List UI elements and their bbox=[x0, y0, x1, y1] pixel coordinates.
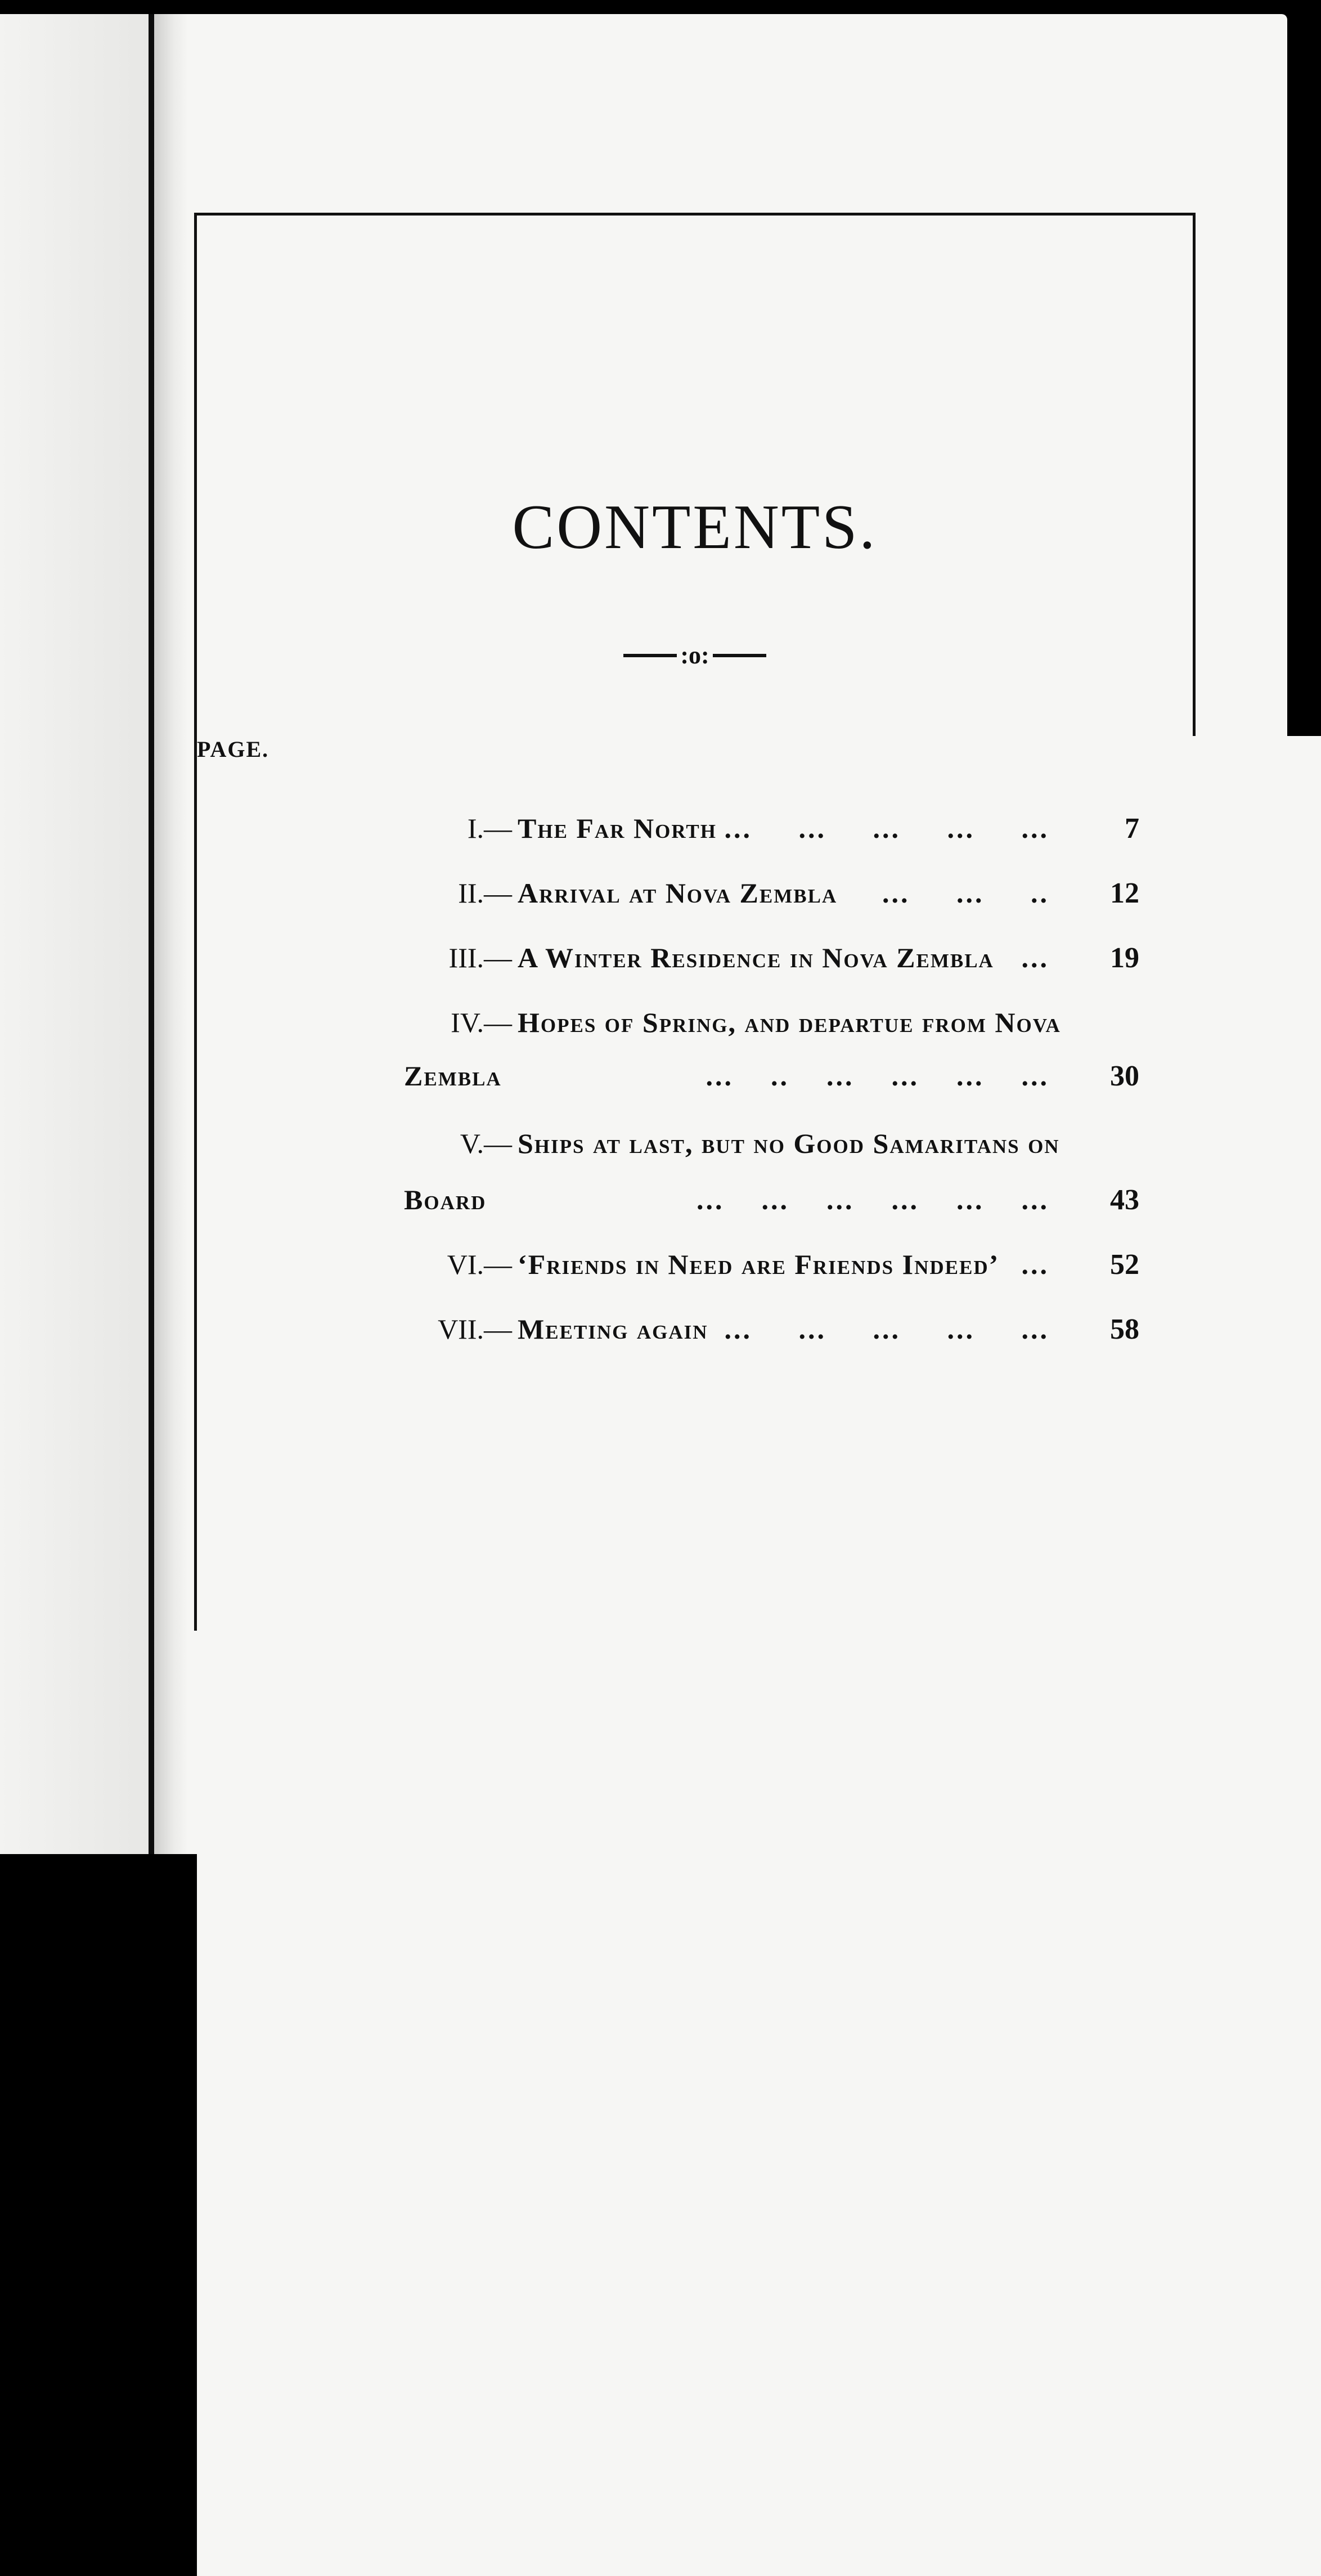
chapter-title: ‘Friends in Need are Friends Indeed’ bbox=[518, 1249, 1000, 1280]
leader-dots: ... ... ... ... ... bbox=[724, 813, 1049, 844]
gutter-shadow bbox=[0, 14, 149, 1854]
divider-mark: :o: bbox=[680, 641, 709, 670]
chapter-title-continued: Zembla bbox=[404, 1060, 502, 1092]
ornamental-divider bbox=[197, 639, 1193, 670]
page-column-header: PAGE. bbox=[197, 736, 1321, 2576]
chapter-title: A Winter Residence in Nova Zembla bbox=[518, 942, 994, 973]
spine-line bbox=[149, 14, 154, 1854]
chapter-numeral: VI.— bbox=[447, 1249, 512, 1280]
chapter-numeral: V.— bbox=[460, 1128, 512, 1159]
leader-dots: ... bbox=[1021, 1249, 1049, 1280]
page-number: 7 bbox=[1125, 813, 1139, 845]
chapter-numeral: I.— bbox=[467, 813, 512, 844]
leader-dots: ... ... ... ... ... bbox=[724, 1313, 1049, 1345]
toc-entry-1 bbox=[197, 812, 1193, 851]
page-number: 52 bbox=[1110, 1249, 1139, 1281]
chapter-numeral: VII.— bbox=[438, 1313, 512, 1345]
toc-entry-3 bbox=[197, 941, 1193, 981]
chapter-title: Arrival at Nova Zembla bbox=[518, 877, 838, 909]
toc-entry-6 bbox=[197, 1248, 1193, 1287]
chapter-numeral: IV.— bbox=[451, 1007, 512, 1038]
page-number: 30 bbox=[1110, 1060, 1139, 1092]
toc-entry-5-continued bbox=[197, 1183, 1193, 1223]
page-number: 12 bbox=[1110, 877, 1139, 909]
toc-entry-4-continued bbox=[197, 1060, 1193, 1099]
chapter-title: The Far North bbox=[518, 813, 717, 844]
page-number: 43 bbox=[1110, 1184, 1139, 1216]
page-number: 19 bbox=[1110, 942, 1139, 974]
leader-dots: ... ... .. bbox=[882, 877, 1049, 909]
page-title: CONTENTS. bbox=[512, 492, 878, 562]
chapter-title-continued: Board bbox=[404, 1184, 487, 1215]
chapter-numeral: III.— bbox=[448, 942, 512, 973]
page-number: 58 bbox=[1110, 1313, 1139, 1345]
toc-entry-2 bbox=[197, 877, 1193, 916]
chapter-title: Ships at last, but no Good Samaritans on bbox=[518, 1128, 1060, 1159]
toc-entry-7 bbox=[197, 1313, 1193, 1352]
chapter-title: Hopes of Spring, and departue from Nova bbox=[518, 1007, 1061, 1038]
divider-rule-right bbox=[713, 654, 766, 657]
toc-entry-4 bbox=[197, 1006, 1193, 1045]
chapter-title: Meeting again bbox=[518, 1313, 708, 1345]
leader-dots: ... .. ... ... ... ... bbox=[706, 1060, 1049, 1092]
leader-dots: ... ... ... ... ... ... bbox=[697, 1184, 1049, 1215]
chapter-numeral: II.— bbox=[458, 877, 512, 909]
leader-dots: ... bbox=[1021, 942, 1049, 973]
divider-rule-left bbox=[623, 654, 677, 657]
toc-entry-5 bbox=[197, 1127, 1193, 1166]
contents-frame bbox=[194, 213, 1196, 1631]
spine-shadow bbox=[154, 14, 188, 1854]
